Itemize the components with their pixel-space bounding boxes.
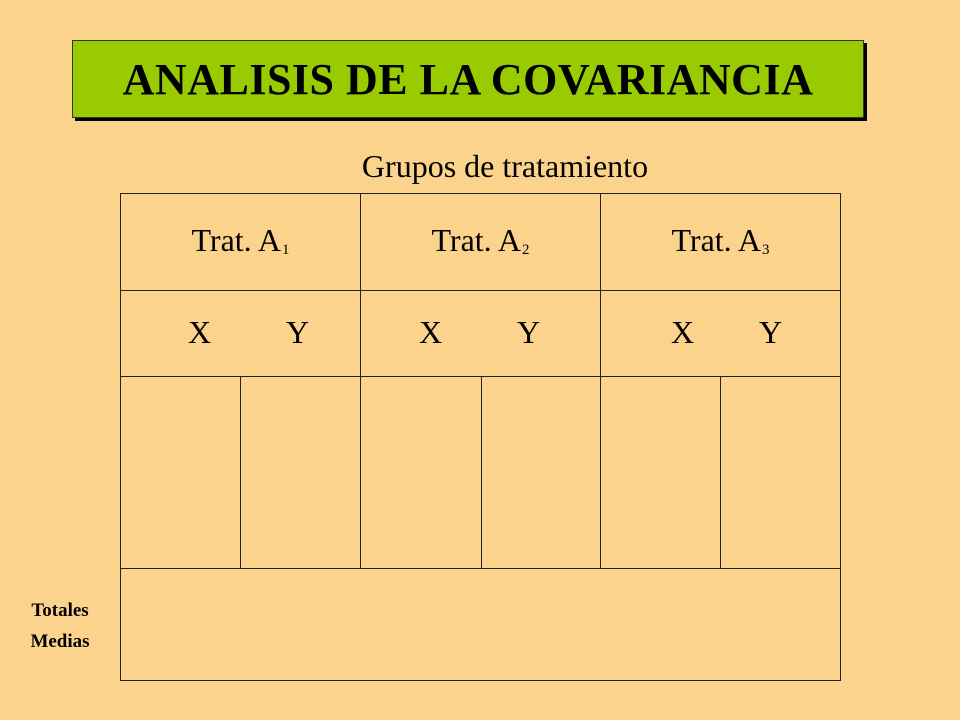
means-label: Medias: [30, 631, 90, 652]
row-divider-data: [121, 568, 840, 569]
y-label-a2: Y: [517, 314, 541, 350]
subcolumn-divider-a2: [481, 376, 482, 568]
y-label-a3: Y: [759, 314, 783, 350]
x-label-a1: X: [188, 314, 212, 350]
y-label-a1: Y: [286, 314, 310, 350]
page-title: ANALISIS DE LA COVARIANCIA: [122, 54, 814, 104]
covariance-table: [120, 193, 841, 681]
treatment-header-a2: Trat. $A_2$: [431, 222, 530, 258]
group-heading: Grupos de tratamiento: [361, 148, 649, 184]
x-label-a2: X: [419, 314, 443, 350]
subcolumn-divider-a3: [720, 376, 721, 568]
title-banner: [72, 40, 864, 118]
totals-label: Totales: [31, 600, 89, 621]
x-label-a3: X: [671, 314, 695, 350]
treatment-header-a3: Trat. $A_3$: [671, 222, 770, 258]
treatment-header-a1: Trat. $A_1$: [191, 222, 290, 258]
subcolumn-divider-a1: [240, 376, 241, 568]
row-divider-header: [121, 290, 840, 291]
